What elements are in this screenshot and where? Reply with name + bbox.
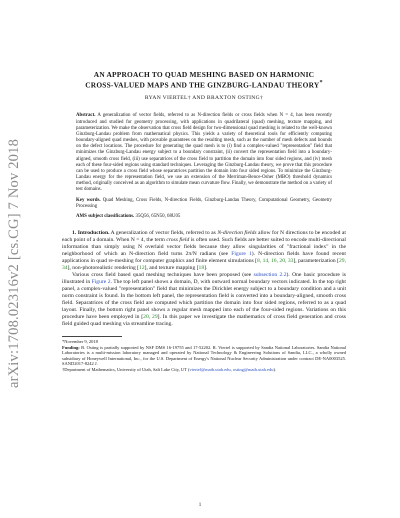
section-heading: 1. Introduction. xyxy=(72,229,110,236)
title-line-1: AN APPROACH TO QUAD MESHING BASED ON HARMONIC xyxy=(93,70,315,79)
figure-1-link[interactable]: Figure 1 xyxy=(231,250,252,257)
page-number: 1 xyxy=(198,503,202,508)
citation-link[interactable]: 8, 14, 16, 20, 33 xyxy=(256,257,294,264)
ams-text: 35Q56, 65N50, 68U05 xyxy=(135,213,181,219)
term-cross-field: cross field xyxy=(166,236,190,243)
ams-label: AMS subject classifications. xyxy=(76,213,135,219)
ams-classifications xyxy=(76,214,332,220)
text-run: ). One basic procedure is illustrated in xyxy=(62,271,346,285)
introduction-section xyxy=(62,230,346,328)
citation-link[interactable]: 20, 29 xyxy=(143,313,158,320)
text-run: . The top left panel shows a domain, D, with outward normal boundary vectors indicated. In the top right panel, a complex-valued "representation" field that minimizes the Dirichlet energy subject to a boundary condition and a unit norm constraint is found. In the bottom left panel, the representation field is converted into a boundary-aligned, smooth cross field. Separatrices of the cross field are computed which partition the domain into four sided regions, referred to as a quad layout. Finally, the bottom right panel shows a regular mesh mapped into each of the four-sided regions. Variations on this procedure have been employed in [ xyxy=(62,278,346,320)
text-run: A generalization of vector fields, referred to as xyxy=(110,229,218,236)
abstract-text: A generalization of vector fields, referred to as N-direction fields or cross fields when N = 4, has been recently introduced and studied for geometry processing, with applications in quadrilateral (quad) meshing, texture mapping, and parameterization. We make the observation that cross field design for two-dimensional quad meshing is related to the well-known Ginzburg-Landau problem from mathematical physics. This yields a variety of theoretical tools for efficiently computing boundary-aligned quad meshes, with provable guarantees on the resulting mesh, such as the number of mesh defects and bounds on the defect locations. The procedure for generating the quad mesh is to (i) find a complex-valued "representation" field that minimizes the Ginzburg-Landau energy subject to a boundary constraint, (ii) convert the representation field into a boundary-aligned, smooth cross field, (iii) use separatrices of the cross field to partition the domain into four sided regions, and (iv) mesh each of these four-sided regions using standard techniques. Leveraging the Ginzburg-Landau theory, we prove that this procedure can be used to produce a cross field whose separatrices partition the domain into four sided regions. To minimize the Ginzburg-Landau energy for the representation field, we use an extension of the Merriman-Bence-Osher (MBO) threshold dynamics method, originally conceived as an algorithm to simulate mean curvature flow. Finally, we demonstrate the method on a variety of test domains. xyxy=(76,113,333,193)
citation-link[interactable]: 29, 34 xyxy=(62,257,346,271)
abstract-label: Abstract. xyxy=(76,113,96,119)
authors: RYAN VIERTEL† AND BRAXTON OSTING† xyxy=(144,95,264,102)
footnote-date: *November 9, 2018 xyxy=(62,338,98,344)
text-run: ]. In this paper we investigate the mathematics of cross field generation and cross field guided quad meshing via streamline tracing. xyxy=(62,313,346,327)
intro-paragraph-2 xyxy=(62,272,346,328)
footnotes xyxy=(62,339,346,373)
arxiv-identifier: arXiv:1708.02316v2 [cs.CG] 7 Nov 2018 xyxy=(6,138,23,388)
funding-label: Funding: xyxy=(62,344,80,350)
text-run: ], non-photorealistic rendering [ xyxy=(67,264,140,271)
figure-2-link[interactable]: Figure 2 xyxy=(91,278,111,285)
arxiv-stamp xyxy=(4,118,26,408)
title-line-2: CROSS-VALUED MAPS AND THE GINZBURG-LANDAU THEORY xyxy=(85,80,320,90)
text-run: ). N-direction fields have found recent applications in quad re-meshing for computer graphics and finite element simulations [ xyxy=(62,250,346,264)
keywords-label: Key words. xyxy=(76,197,101,203)
term-n-direction-fields: N-direction fields xyxy=(217,229,257,236)
funding-text: B. Osting is partially supported by NSF DMS 16-19755 and 17-52202. R. Viertel is supported by Sandia National Laboratories. Sandia National Laboratories is a multi-mission laboratory managed and operated by National Technology & Engineering Solutions of Sandia, LLC., a wholly owned subsidiary of Honeywell International, Inc., for the U.S. Department of Energy's National Nuclear Security Administration under contract DE-NA0003525. SAND2017-8242 J. xyxy=(62,344,346,367)
citation-link[interactable]: 18 xyxy=(198,264,205,271)
text-run: is often used. Such fields are better suited to encode multi-directional information than simply using N overlaid vector fields because they allow singularities of "fractional index" in the neighborhood of which an N-direction field turns 2π/N radians (see xyxy=(62,236,346,257)
citation-link[interactable]: 12 xyxy=(139,264,145,271)
affiliation-text: †Department of Mathematics, University of Utah, Salt Lake City, UT ( xyxy=(62,366,190,372)
paper-content xyxy=(62,70,346,373)
footnote-affiliation xyxy=(62,367,346,373)
keywords xyxy=(76,198,332,210)
abstract xyxy=(76,113,332,193)
text-run: allow for N directions to be encoded at each point of a domain. When N = 4, the term xyxy=(62,229,346,243)
intro-paragraph-1 xyxy=(62,230,346,272)
title-footnote-mark: * xyxy=(319,80,323,86)
subsection-link[interactable]: subsection 2.2 xyxy=(253,271,287,278)
keywords-text: Quad Meshing, Cross Fields, N-direction Fields, Ginzburg-Landau Theory, Computational Geometry, Geometry Processing xyxy=(76,197,333,209)
text-run: ], and texture mapping [ xyxy=(144,264,199,271)
email-link[interactable]: viertel@math.utah.edu, osting@math.utah.edu xyxy=(189,366,274,372)
text-run: ]. xyxy=(204,264,208,271)
paper-title xyxy=(62,70,346,89)
footnote-rule xyxy=(62,336,122,337)
footnote-funding xyxy=(62,345,346,367)
affiliation-end: ). xyxy=(273,366,277,372)
text-run: Various cross field based quad meshing techniques have been proposed (see xyxy=(72,271,254,278)
text-run: ], parameterization [ xyxy=(293,257,339,264)
